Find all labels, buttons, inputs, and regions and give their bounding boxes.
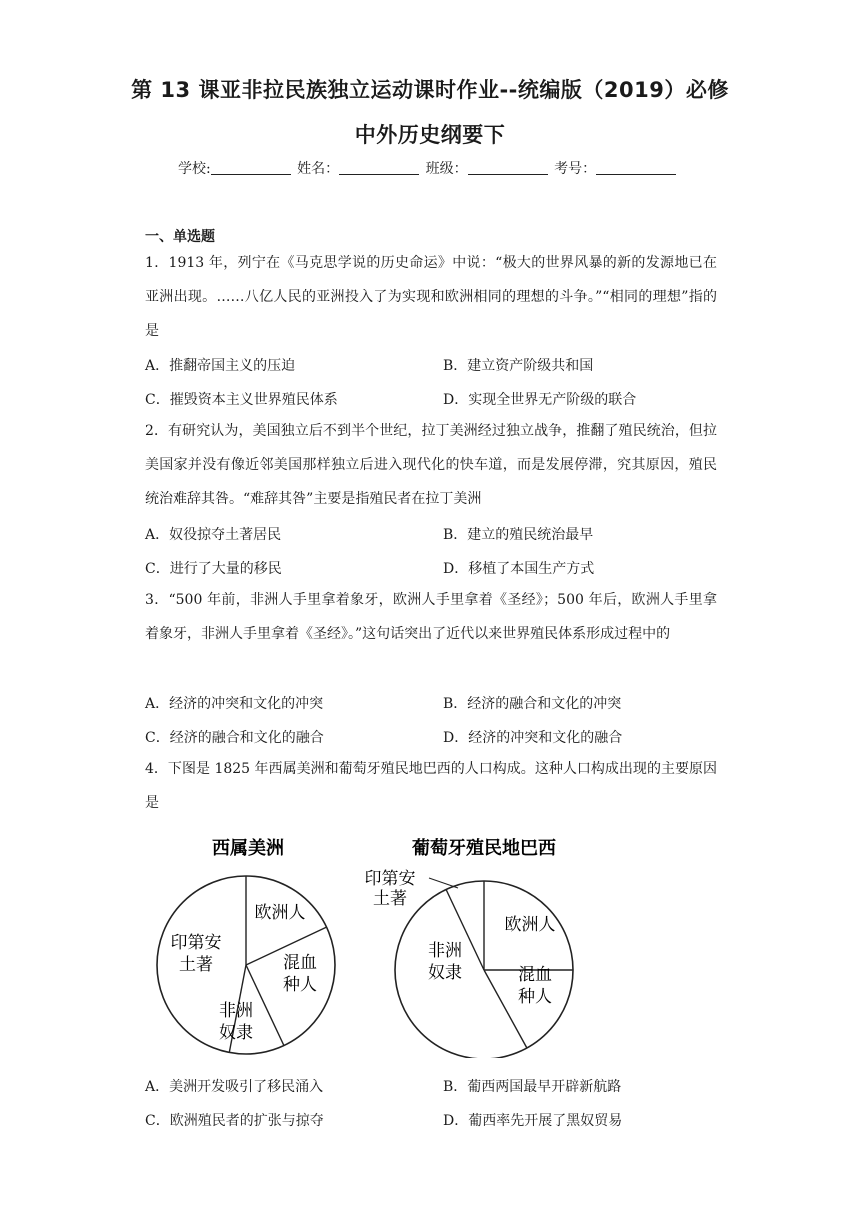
chart-2-natives-leader-line — [429, 878, 458, 888]
chart-2-title: 葡萄牙殖民地巴西 — [412, 838, 556, 859]
chart-2-label-mixed-line2: 种人 — [518, 987, 552, 1007]
chart-1-title: 西属美洲 — [212, 838, 284, 859]
chart-1-label-mixed-line2: 种人 — [283, 975, 317, 995]
question-1-option-b[interactable]: B．建立资产阶级共和国 — [443, 358, 594, 374]
question-1-option-c[interactable]: C．摧毁资本主义世界殖民体系 — [145, 392, 338, 408]
question-1-stem: 1．1913 年，列宁在《马克思学说的历史命运》中说：“极大的世界风暴的新的发源地已在亚洲出现。……八亿人民的亚洲投入了为实现和欧洲相同的理想的斗争。”“相同的理想”指的是 — [145, 255, 717, 339]
question-3-option-a[interactable]: A．经济的冲突和文化的冲突 — [145, 696, 324, 712]
chart-1-label-natives-line2: 土著 — [179, 955, 213, 975]
chart-2-label-natives-line2: 土著 — [373, 889, 407, 909]
section-heading: 一、单选题 — [145, 229, 215, 245]
school-label: 学校: — [178, 161, 211, 177]
name-label: 姓名： — [297, 161, 340, 177]
question-4-option-d[interactable]: D．葡西率先开展了黑奴贸易 — [443, 1113, 623, 1129]
chart-1-label-mixed-line1: 混血 — [283, 953, 317, 973]
question-4-option-b[interactable]: B．葡西两国最早开辟新航路 — [443, 1079, 622, 1095]
question-3-option-b[interactable]: B．经济的融合和文化的冲突 — [443, 696, 622, 712]
question-2-option-a[interactable]: A．奴役掠夺土著居民 — [145, 527, 282, 543]
class-label: 班级： — [425, 161, 468, 177]
question-4-stem: 4．下图是 1825 年西属美洲和葡萄牙殖民地巴西的人口构成。这种人口构成出现的主要原因是 — [145, 761, 717, 811]
name-blank[interactable] — [339, 160, 419, 175]
chart-2-label-natives-line1: 印第安 — [364, 869, 416, 889]
question-2-option-c[interactable]: C．进行了大量的移民 — [145, 561, 282, 577]
question-2-stem: 2．有研究认为，美国独立后不到半个世纪，拉丁美洲经过独立战争，推翻了殖民统治，但拉美国家并没有像近邻美国那样独立后进入现代化的快车道，而是发展停滞，究其原因，殖民统治难辞其咎。“难辞其咎”主要是指殖民者在拉丁美洲 — [145, 423, 717, 507]
exam-number-blank[interactable] — [596, 160, 676, 175]
chart-2-label-slaves-line2: 奴隶 — [428, 963, 462, 983]
population-pie-charts — [150, 828, 580, 1058]
chart-1-label-slaves-line1: 非洲 — [219, 1001, 253, 1021]
question-3-option-c[interactable]: C．经济的融合和文化的融合 — [145, 730, 324, 746]
chart-1-label-slaves-line2: 奴隶 — [219, 1023, 253, 1043]
student-info-line — [178, 158, 678, 178]
chart-2-label-europeans: 欧洲人 — [504, 915, 556, 935]
question-2-option-d[interactable]: D．移植了本国生产方式 — [443, 561, 595, 577]
question-4-option-a[interactable]: A．美洲开发吸引了移民涌入 — [145, 1079, 324, 1095]
class-blank[interactable] — [468, 160, 548, 175]
document-title-line2: 中外历史纲要下 — [354, 123, 506, 147]
chart-1-label-europeans: 欧洲人 — [254, 903, 306, 923]
school-blank[interactable] — [211, 160, 291, 175]
exam-number-label: 考号： — [554, 161, 597, 177]
chart-1-label-natives-line1: 印第安 — [170, 933, 222, 953]
chart-2-label-slaves-line1: 非洲 — [428, 941, 462, 961]
question-2-option-b[interactable]: B．建立的殖民统治最早 — [443, 527, 594, 543]
chart-2-label-mixed-line1: 混血 — [518, 965, 552, 985]
question-4-option-c[interactable]: C．欧洲殖民者的扩张与掠夺 — [145, 1113, 324, 1129]
question-1-option-a[interactable]: A．推翻帝国主义的压迫 — [145, 358, 296, 374]
question-3-option-d[interactable]: D．经济的冲突和文化的融合 — [443, 730, 623, 746]
document-title-line1: 第 13 课亚非拉民族独立运动课时作业--统编版（2019）必修 — [131, 78, 729, 102]
question-3-stem: 3．“500 年前，非洲人手里拿着象牙，欧洲人手里拿着《圣经》；500 年后，欧洲人手里拿着象牙，非洲人手里拿着《圣经》。”这句话突出了近代以来世界殖民体系形成过程中的 — [145, 592, 717, 642]
question-1-option-d[interactable]: D．实现全世界无产阶级的联合 — [443, 392, 637, 408]
